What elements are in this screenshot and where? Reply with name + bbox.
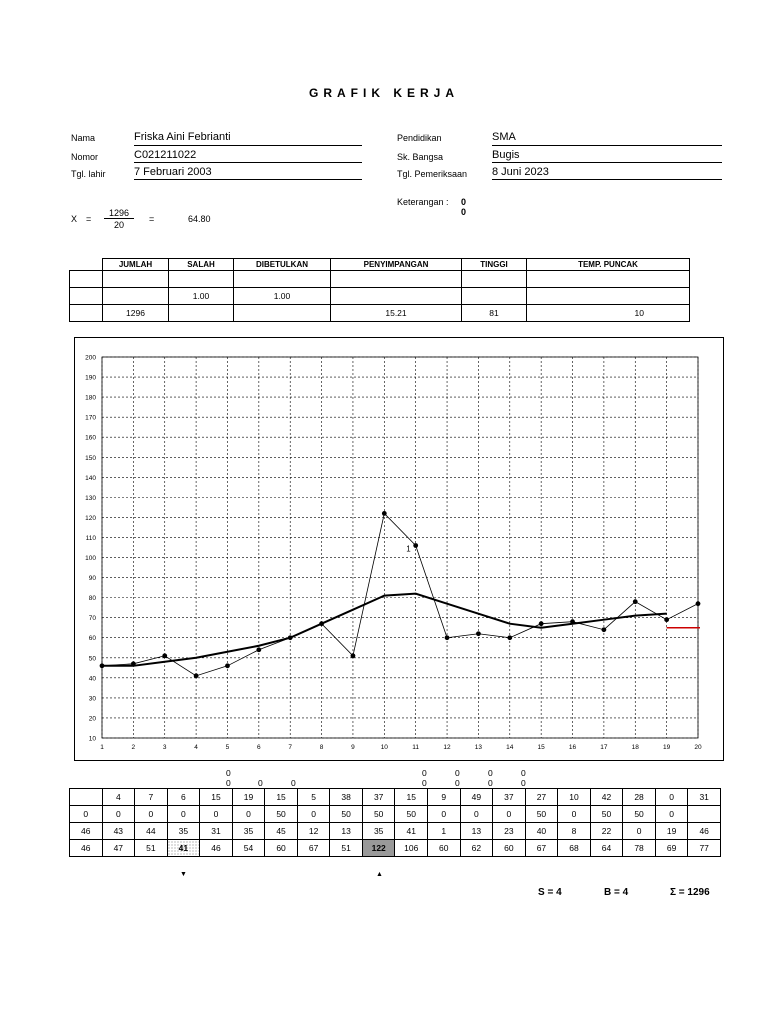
table-cell: 45 [265, 823, 298, 840]
table-cell: 47 [102, 840, 135, 857]
table-cell: 46 [70, 823, 103, 840]
data-point [601, 627, 606, 632]
table-cell: 44 [135, 823, 168, 840]
table-cell: 15 [265, 789, 298, 806]
x-tick-label: 4 [194, 744, 198, 751]
y-tick-label: 200 [85, 354, 96, 362]
tgl-pemeriksaan-field: 8 Juni 2023 [492, 166, 722, 180]
header-tinggi: TINGGI [462, 259, 527, 271]
table-cell: 68 [558, 840, 591, 857]
table-row [70, 823, 721, 840]
y-tick-label: 90 [88, 575, 96, 583]
keterangan-value-1: 0 [461, 197, 467, 207]
zero-mark: 0 [455, 778, 460, 788]
header-penyimpangan: PENYIMPANGAN [331, 259, 462, 271]
table-cell: 27 [525, 789, 558, 806]
data-table [69, 788, 721, 857]
header-jumlah: JUMLAH [103, 259, 169, 271]
table-cell: 51 [135, 840, 168, 857]
table-cell: 50 [590, 806, 623, 823]
table-cell: 19 [655, 823, 688, 840]
zero-mark: 0 [488, 778, 493, 788]
x-tick-label: 1 [100, 744, 104, 751]
y-tick-label: 140 [85, 474, 96, 482]
x-tick-label: 16 [568, 744, 577, 751]
total-sigma: Σ = 1296 [670, 887, 710, 898]
table-cell: 23 [493, 823, 526, 840]
summary-cell: 81 [462, 305, 527, 322]
table-cell: 50 [623, 806, 656, 823]
data-point [162, 653, 167, 658]
zero-mark: 0 [521, 768, 526, 778]
formula-denominator: 20 [113, 220, 124, 230]
table-cell: 50 [395, 806, 428, 823]
table-cell: 0 [558, 806, 591, 823]
chart-grid [102, 357, 698, 738]
formula-eq: = [86, 214, 92, 224]
header-salah: SALAH [169, 259, 234, 271]
y-tick-label: 30 [88, 695, 96, 703]
table-cell: 46 [200, 840, 233, 857]
table-cell: 15 [200, 789, 233, 806]
table-cell: 46 [688, 823, 721, 840]
table-cell: 122 [362, 840, 395, 857]
table-cell: 5 [297, 789, 330, 806]
zero-mark: 0 [422, 778, 427, 788]
table-cell: 0 [70, 806, 103, 823]
table-cell: 40 [525, 823, 558, 840]
table-cell: 67 [525, 840, 558, 857]
table-cell: 60 [265, 840, 298, 857]
table-cell: 77 [688, 840, 721, 857]
keterangan-label: Keterangan : [397, 197, 449, 207]
table-cell: 0 [493, 806, 526, 823]
x-tick-label: 9 [351, 744, 355, 751]
data-point [194, 673, 199, 678]
header-temp-puncak: TEMP. PUNCAK [527, 259, 690, 271]
data-point [445, 635, 450, 640]
y-tick-label: 100 [85, 555, 96, 563]
table-cell: 0 [135, 806, 168, 823]
pendidikan-label: Pendidikan [397, 133, 442, 143]
y-tick-label: 150 [85, 454, 96, 462]
zero-mark: 0 [226, 768, 231, 778]
chart-annotation: 1 [406, 544, 411, 554]
x-tick-label: 19 [663, 744, 671, 751]
x-tick-label: 15 [537, 744, 545, 751]
nama-label: Nama [71, 133, 96, 143]
table-cell: 13 [330, 823, 363, 840]
table-cell: 0 [200, 806, 233, 823]
table-cell: 67 [297, 840, 330, 857]
table-cell: 28 [623, 789, 656, 806]
table-cell: 0 [428, 806, 461, 823]
x-tick-label: 7 [288, 744, 293, 751]
table-cell: 106 [395, 840, 428, 857]
nomor-field: C021211022 [134, 149, 362, 163]
table-cell [70, 789, 103, 806]
tgl-pemeriksaan-label: Tgl. Pemeriksaan [397, 169, 468, 179]
table-cell: 69 [655, 840, 688, 857]
zero-mark: 0 [488, 768, 493, 778]
sk-bangsa-field: Bugis [492, 149, 722, 163]
sk-bangsa-label: Sk. Bangsa [397, 152, 444, 162]
y-tick-label: 50 [88, 655, 96, 663]
y-tick-label: 160 [85, 434, 96, 442]
y-tick-label: 20 [88, 715, 96, 723]
table-cell: 0 [623, 823, 656, 840]
page-title: GRAFIK KERJA [308, 86, 459, 100]
y-tick-label: 10 [88, 735, 96, 743]
summary-cell: 10 [527, 305, 690, 322]
formula-result: 64.80 [188, 214, 211, 224]
pendidikan-field: SMA [492, 131, 722, 146]
total-s: S = 4 [538, 887, 562, 898]
table-cell: 9 [428, 789, 461, 806]
data-point [476, 631, 481, 636]
data-point [664, 617, 669, 622]
x-tick-label: 12 [443, 744, 451, 751]
table-cell: 0 [655, 789, 688, 806]
table-cell: 60 [493, 840, 526, 857]
table-cell: 12 [297, 823, 330, 840]
table-cell: 0 [655, 806, 688, 823]
summary-cell: 15.21 [331, 305, 462, 322]
table-cell: 0 [297, 806, 330, 823]
table-cell: 78 [623, 840, 656, 857]
x-tick-label: 17 [600, 744, 608, 751]
x-tick-label: 18 [631, 744, 639, 751]
formula-eq2: = [149, 214, 155, 224]
table-cell: 6 [167, 789, 200, 806]
table-cell: 46 [70, 840, 103, 857]
table-cell: 38 [330, 789, 363, 806]
table-row [70, 789, 721, 806]
table-cell: 35 [362, 823, 395, 840]
nomor-label: Nomor [71, 152, 99, 162]
x-tick-label: 6 [257, 744, 261, 751]
total-b: B = 4 [604, 887, 629, 898]
tgl-lahir-label: Tgl. lahir [71, 169, 106, 179]
tgl-lahir-field: 7 Februari 2003 [134, 166, 362, 180]
x-tick-label: 8 [319, 744, 324, 751]
table-cell: 0 [102, 806, 135, 823]
table-cell: 49 [460, 789, 493, 806]
y-tick-label: 80 [88, 595, 96, 603]
table-cell: 0 [232, 806, 265, 823]
x-tick-label: 14 [506, 744, 514, 751]
y-tick-label: 190 [85, 374, 96, 382]
table-cell: 50 [330, 806, 363, 823]
table-cell: 1 [428, 823, 461, 840]
table-cell: 62 [460, 840, 493, 857]
table-cell: 54 [232, 840, 265, 857]
table-cell: 43 [102, 823, 135, 840]
table-cell: 41 [395, 823, 428, 840]
zero-rows [0, 768, 768, 790]
y-tick-label: 170 [85, 414, 96, 422]
table-cell [688, 806, 721, 823]
table-cell: 35 [167, 823, 200, 840]
table-cell: 42 [590, 789, 623, 806]
table-cell: 10 [558, 789, 591, 806]
y-tick-label: 40 [88, 675, 96, 683]
table-cell: 15 [395, 789, 428, 806]
table-cell: 51 [330, 840, 363, 857]
keterangan-value-2: 0 [461, 207, 467, 217]
table-cell: 41 [167, 840, 200, 857]
data-point [413, 543, 418, 548]
zero-mark: 0 [258, 778, 263, 788]
y-tick-label: 120 [85, 514, 96, 522]
table-cell: 4 [102, 789, 135, 806]
zero-mark: 0 [455, 768, 460, 778]
table-cell: 64 [590, 840, 623, 857]
x-tick-label: 3 [162, 744, 167, 751]
data-point [351, 653, 356, 658]
table-cell: 50 [362, 806, 395, 823]
plot-area [102, 357, 698, 738]
x-tick-label: 2 [131, 744, 136, 751]
data-point [225, 663, 230, 668]
x-tick-label: 13 [474, 744, 483, 751]
zero-mark: 0 [226, 778, 231, 788]
y-tick-label: 130 [85, 494, 96, 502]
table-cell: 50 [265, 806, 298, 823]
data-point [507, 635, 512, 640]
y-tick-label: 60 [88, 635, 96, 643]
table-cell: 50 [525, 806, 558, 823]
data-point [256, 647, 261, 652]
formula-numerator: 1296 [104, 208, 134, 219]
table-cell: 0 [460, 806, 493, 823]
table-cell: 31 [200, 823, 233, 840]
table-cell: 13 [460, 823, 493, 840]
data-point [539, 621, 544, 626]
table-cell: 19 [232, 789, 265, 806]
table-cell: 37 [362, 789, 395, 806]
data-point [633, 599, 638, 604]
table-row [70, 806, 721, 823]
summary-cell: 1.00 [234, 288, 331, 305]
header-dibetulkan: DIBETULKAN [234, 259, 331, 271]
up-marker: ▲ [376, 871, 383, 878]
zero-mark: 0 [422, 768, 427, 778]
data-point [696, 601, 701, 606]
table-row [70, 840, 721, 857]
table-cell: 8 [558, 823, 591, 840]
y-tick-label: 70 [88, 615, 96, 623]
table-cell: 35 [232, 823, 265, 840]
zero-mark: 0 [521, 778, 526, 788]
x-axis-labels [100, 744, 702, 751]
summary-cell: 1296 [103, 305, 169, 322]
nama-field: Friska Aini Febrianti [134, 131, 362, 146]
summary-cell: 1.00 [169, 288, 234, 305]
table-cell: 0 [167, 806, 200, 823]
zero-mark: 0 [291, 778, 296, 788]
y-tick-label: 110 [85, 534, 96, 542]
y-axis-labels [85, 355, 96, 743]
x-tick-label: 10 [380, 744, 388, 751]
x-tick-label: 5 [225, 744, 230, 751]
chart-series [100, 511, 701, 678]
table-cell: 37 [493, 789, 526, 806]
x-tick-label: 11 [412, 744, 420, 751]
x-tick-label: 20 [694, 744, 702, 751]
table-cell: 7 [135, 789, 168, 806]
table-cell: 31 [688, 789, 721, 806]
formula-x: X [71, 214, 78, 224]
table-cell: 22 [590, 823, 623, 840]
down-marker: ▼ [180, 871, 187, 878]
y-tick-label: 180 [85, 394, 96, 402]
data-point [382, 511, 387, 516]
table-cell: 60 [428, 840, 461, 857]
